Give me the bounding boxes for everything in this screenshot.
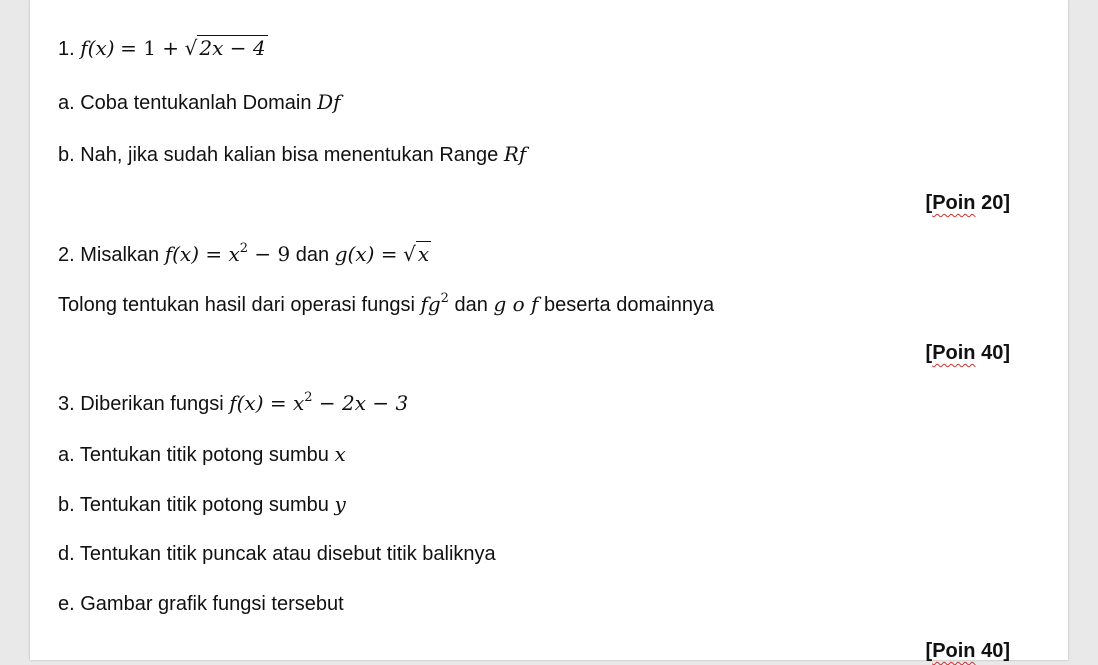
sqrt-sign: √ <box>184 36 198 60</box>
q3-e-text: e. Gambar grafik fungsi tersebut <box>58 593 344 615</box>
q3-b-text: b. Tentukan titik potong sumbu <box>58 494 335 516</box>
q2-points <box>926 339 1010 367</box>
q3-f-tail: − 2x − 3 <box>312 391 409 415</box>
q2-points-close: 40] <box>975 342 1010 364</box>
q2-f-exp: 2 <box>239 241 249 256</box>
q3-points-open: [ <box>925 640 933 662</box>
q2-task-line <box>58 290 714 319</box>
q2-lead: 2. Misalkan <box>58 244 165 266</box>
q2-f-def: f(x) = x <box>164 242 240 266</box>
document-page <box>30 0 1068 660</box>
q2-g-def: g(x) = <box>334 242 398 266</box>
q1-part-b <box>58 140 526 169</box>
q1-b-text: b. Nah, jika sudah kalian bisa menentukan Range <box>58 144 504 166</box>
q1-function-line <box>58 34 268 63</box>
q1-f-lhs: f(x) <box>80 36 115 60</box>
q1-a-math: Df <box>317 90 341 114</box>
q3-part-e <box>58 590 344 618</box>
q3-part-b <box>58 490 346 519</box>
q1-radicand: 2x − 4 <box>199 36 266 60</box>
q2-points-word: Poin <box>932 342 976 364</box>
q2-line2-lead: Tolong tentukan hasil dari operasi fungsi <box>58 294 421 316</box>
q2-points-open: [ <box>925 342 933 364</box>
q3-b-math: y <box>334 492 346 516</box>
q1-points-open: [ <box>925 192 933 214</box>
sqrt-sign: √ <box>403 242 416 266</box>
q2-sqrt <box>403 240 431 269</box>
q3-f-def: f(x) = x <box>229 391 305 415</box>
q1-sqrt <box>185 34 268 63</box>
q1-a-text: a. Coba tentukanlah Domain <box>58 92 318 114</box>
q2-f-tail: − 9 <box>248 242 291 266</box>
q1-f-eq: = 1 + <box>120 36 180 60</box>
q1-points-word: Poin <box>932 192 976 214</box>
q1-points <box>926 189 1010 217</box>
q2-dan: dan <box>290 244 335 266</box>
q3-part-d <box>58 540 496 568</box>
q3-d-text: d. Tentukan titik puncak atau disebut titik baliknya <box>58 543 496 565</box>
q2-fg: fg <box>420 292 441 316</box>
q2-function-line <box>58 240 431 269</box>
q2-gof: g o f <box>493 292 539 316</box>
q2-radicand: x <box>417 242 430 266</box>
q2-fg-exp: 2 <box>440 291 449 306</box>
q1-number: 1. <box>58 38 75 60</box>
q1-points-close: 20] <box>975 192 1010 214</box>
q3-a-math: x <box>334 442 346 466</box>
q3-points-close: 40] <box>975 640 1010 662</box>
q2-line2-dan: dan <box>448 294 494 316</box>
q3-points-word: Poin <box>932 640 976 662</box>
q1-part-a <box>58 88 341 117</box>
q3-part-a <box>58 440 346 469</box>
q3-points <box>926 637 1010 665</box>
q3-f-exp: 2 <box>304 390 313 405</box>
q3-function-line <box>58 389 408 418</box>
q3-a-text: a. Tentukan titik potong sumbu <box>58 444 335 466</box>
q2-line2-tail: beserta domainnya <box>538 294 715 316</box>
q3-lead: 3. Diberikan fungsi <box>58 393 230 415</box>
q1-b-math: Rf <box>503 142 527 166</box>
